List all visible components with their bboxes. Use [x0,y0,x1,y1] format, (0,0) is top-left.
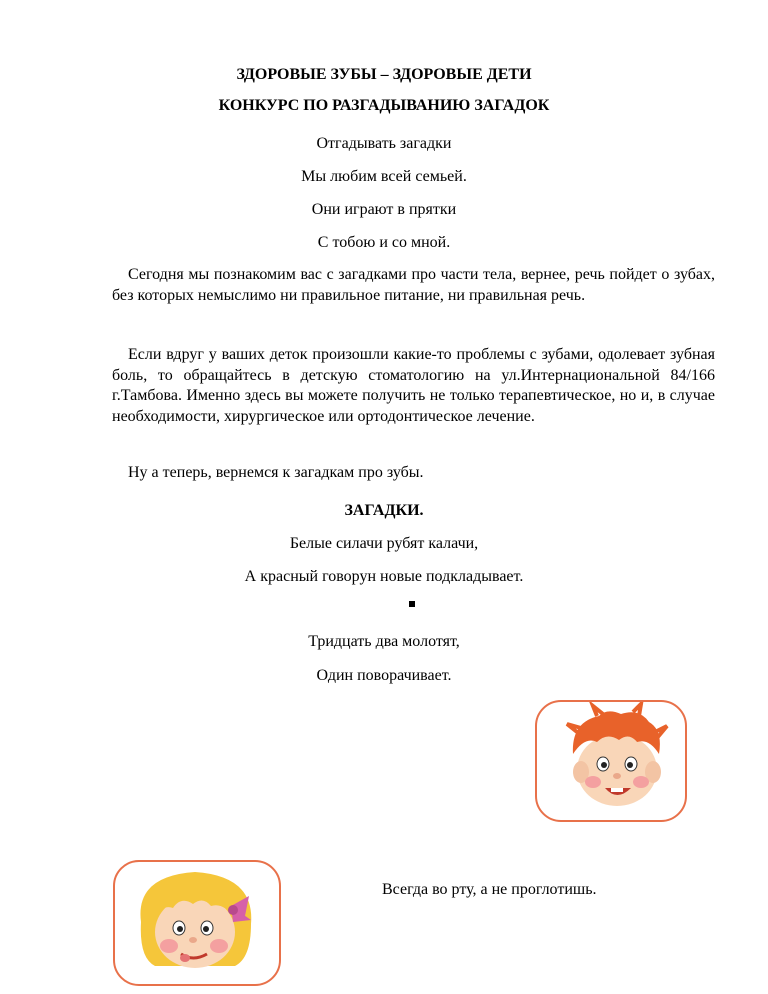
paragraph-back-to-riddles: Ну а теперь, вернемся к загадкам про зубы. [128,464,424,481]
title-riddle-contest: КОНКУРС ПО РАЗГАДЫВАНИЮ ЗАГАДОК [218,97,550,114]
paragraph-intro: Сегодня мы познакомим вас с загадками про части тела, вернее, речь пойдет о зубах, без которых немыслимо ни правильное питание, ни правильная речь. [112,266,715,304]
intro-poem-line: Они играют в прятки [311,201,457,218]
intro-poem-line: Мы любим всей семьей. [301,168,467,185]
girl-face-illustration [113,860,281,986]
intro-poem-line: Отгадывать загадки [316,135,452,152]
riddle-2-line: Тридцать два молотят, [308,633,460,650]
bullet-separator [409,601,415,607]
riddle-2-line: Один поворачивает. [316,667,452,684]
riddle-1-line: Белые силачи рубят калачи, [289,535,479,552]
title-healthy-teeth: ЗДОРОВЫЕ ЗУБЫ – ЗДОРОВЫЕ ДЕТИ [236,66,532,83]
riddles-heading: ЗАГАДКИ. [344,502,424,519]
intro-poem-line: С тобою и со мной. [317,234,451,251]
riddle-1-line: А красный говорун новые подкладывает. [244,568,524,585]
paragraph-clinic: Если вдруг у ваших деток произошли какие-то проблемы с зубами, одолевает зубная боль, то обращайтесь в детскую стоматологию на ул.Интернациональной 84/166 г.Тамбова. Именно здесь вы можете получить не только терапевтическое, но и, в случае необходимости, хирургическое или ортодонтическое лечение. [112,346,715,425]
boy-face-illustration [535,700,687,822]
riddle-3-line: Всегда во рту, а не проглотишь. [382,881,597,898]
